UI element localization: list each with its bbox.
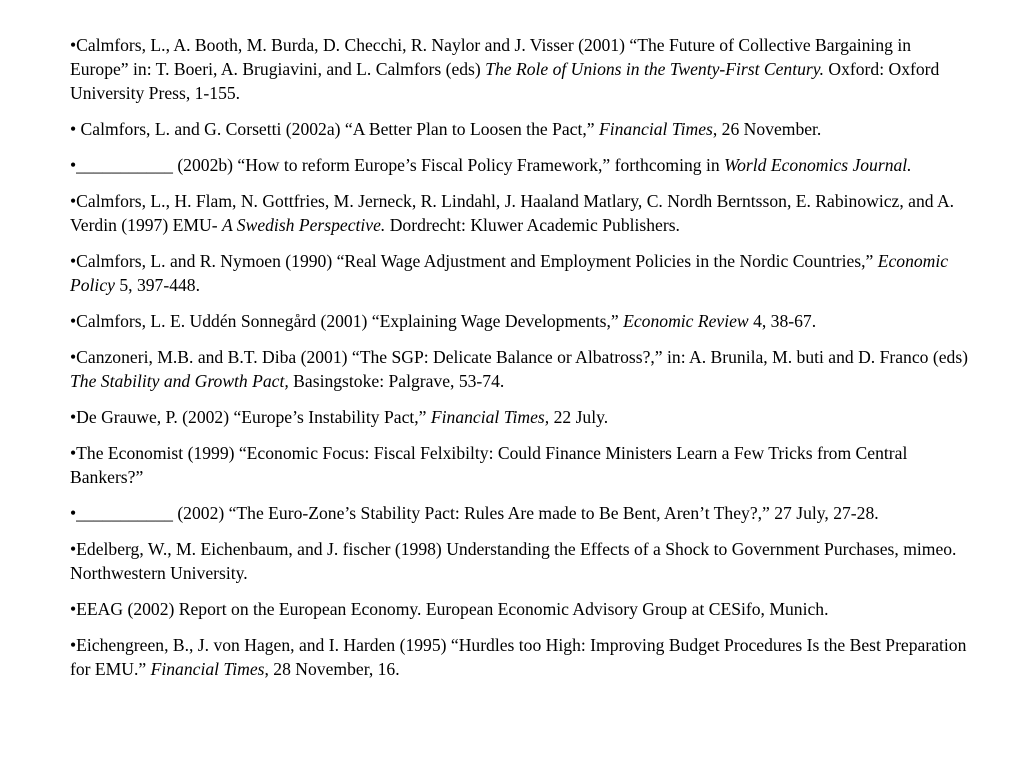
- reference-text-tail: Dordrecht: Kluwer Academic Publishers.: [385, 215, 680, 235]
- reference-text: •Edelberg, W., M. Eichenbaum, and J. fischer (1998) Understanding the Effects of a Shock to Government Purchases, mimeo. Northwestern University.: [70, 539, 957, 583]
- reference-italic-title: Financial Times: [150, 659, 265, 679]
- reference-text: •___________ (2002b) “How to reform Europe’s Fiscal Policy Framework,” forthcoming in: [70, 155, 725, 175]
- reference-italic-title: Economic Review: [623, 311, 749, 331]
- reference-item: [70, 501, 970, 525]
- reference-text-tail: , 26 November.: [712, 119, 822, 139]
- reference-italic-title: Economic Policy: [70, 251, 949, 295]
- reference-text-tail: 22 July.: [549, 407, 609, 427]
- reference-text: • Calmfors, L. and G. Corsetti (2002a) “A Better Plan to Loosen the Pact,”: [70, 119, 599, 139]
- reference-text: •Eichengreen, B., J. von Hagen, and I. Harden (1995) “Hurdles too High: Improving Budget Procedures Is the Best Preparation for EMU.”: [70, 635, 967, 679]
- reference-text: •Calmfors, L., H. Flam, N. Gottfries, M. Jerneck, R. Lindahl, J. Haaland Matlary, C. Nordh Berntsson, E. Rabinowicz, and A. Verdin (1997) EMU-: [70, 191, 955, 235]
- reference-item: [70, 189, 970, 237]
- reference-text-tail: 4, 38-67.: [748, 311, 817, 331]
- reference-item: [70, 117, 970, 141]
- reference-item: [70, 153, 970, 177]
- reference-text: •The Economist (1999) “Economic Focus: Fiscal Felxibilty: Could Finance Ministers Learn a Few Tricks from Central Bankers?”: [70, 443, 908, 487]
- reference-text-tail: Oxford: Oxford University Press, 1-155.: [70, 59, 940, 103]
- reference-italic-title: Financial Times: [598, 119, 713, 139]
- reference-italic-title: The Stability and Growth Pact,: [70, 371, 289, 391]
- reference-item: [70, 537, 970, 585]
- reference-italic-title: Financial Times,: [430, 407, 550, 427]
- reference-text-tail: , 28 November, 16.: [264, 659, 400, 679]
- reference-italic-title: The Role of Unions in the Twenty-First Century.: [485, 59, 824, 79]
- reference-text: •___________ (2002) “The Euro-Zone’s Stability Pact: Rules Are made to Be Bent, Aren’t They?,” 27 July, 27-28.: [70, 503, 879, 523]
- reference-text: •Canzoneri, M.B. and B.T. Diba (2001) “The SGP: Delicate Balance or Albatross?,” in: A. Brunila, M. buti and D. Franco (eds): [70, 347, 969, 367]
- reference-item: [70, 309, 970, 333]
- reference-item: [70, 597, 970, 621]
- reference-item: [70, 249, 970, 297]
- reference-text-tail: 5, 397-448.: [114, 275, 200, 295]
- reference-text: •Calmfors, L. E. Uddén Sonnegård (2001) “Explaining Wage Developments,”: [70, 311, 624, 331]
- reference-item: [70, 33, 970, 105]
- reference-item: [70, 441, 970, 489]
- reference-item: [70, 345, 970, 393]
- reference-text: •EEAG (2002) Report on the European Economy. European Economic Advisory Group at CESifo, Munich.: [70, 599, 829, 619]
- reference-item: [70, 633, 970, 681]
- reference-italic-title: A Swedish Perspective.: [221, 215, 386, 235]
- reference-item: [70, 405, 970, 429]
- reference-text: •De Grauwe, P. (2002) “Europe’s Instability Pact,”: [70, 407, 431, 427]
- reference-text: •Calmfors, L. and R. Nymoen (1990) “Real Wage Adjustment and Employment Policies in the Nordic Countries,”: [70, 251, 878, 271]
- reference-text: •Calmfors, L., A. Booth, M. Burda, D. Checchi, R. Naylor and J. Visser (2001) “The Future of Collective Bargaining in Europe” in: T. Boeri, A. Brugiavini, and L. Calmfors (eds): [70, 35, 912, 79]
- reference-list: [70, 33, 970, 693]
- reference-text-tail: Basingstoke: Palgrave, 53-74.: [288, 371, 505, 391]
- reference-italic-title: World Economics Journal.: [724, 155, 912, 175]
